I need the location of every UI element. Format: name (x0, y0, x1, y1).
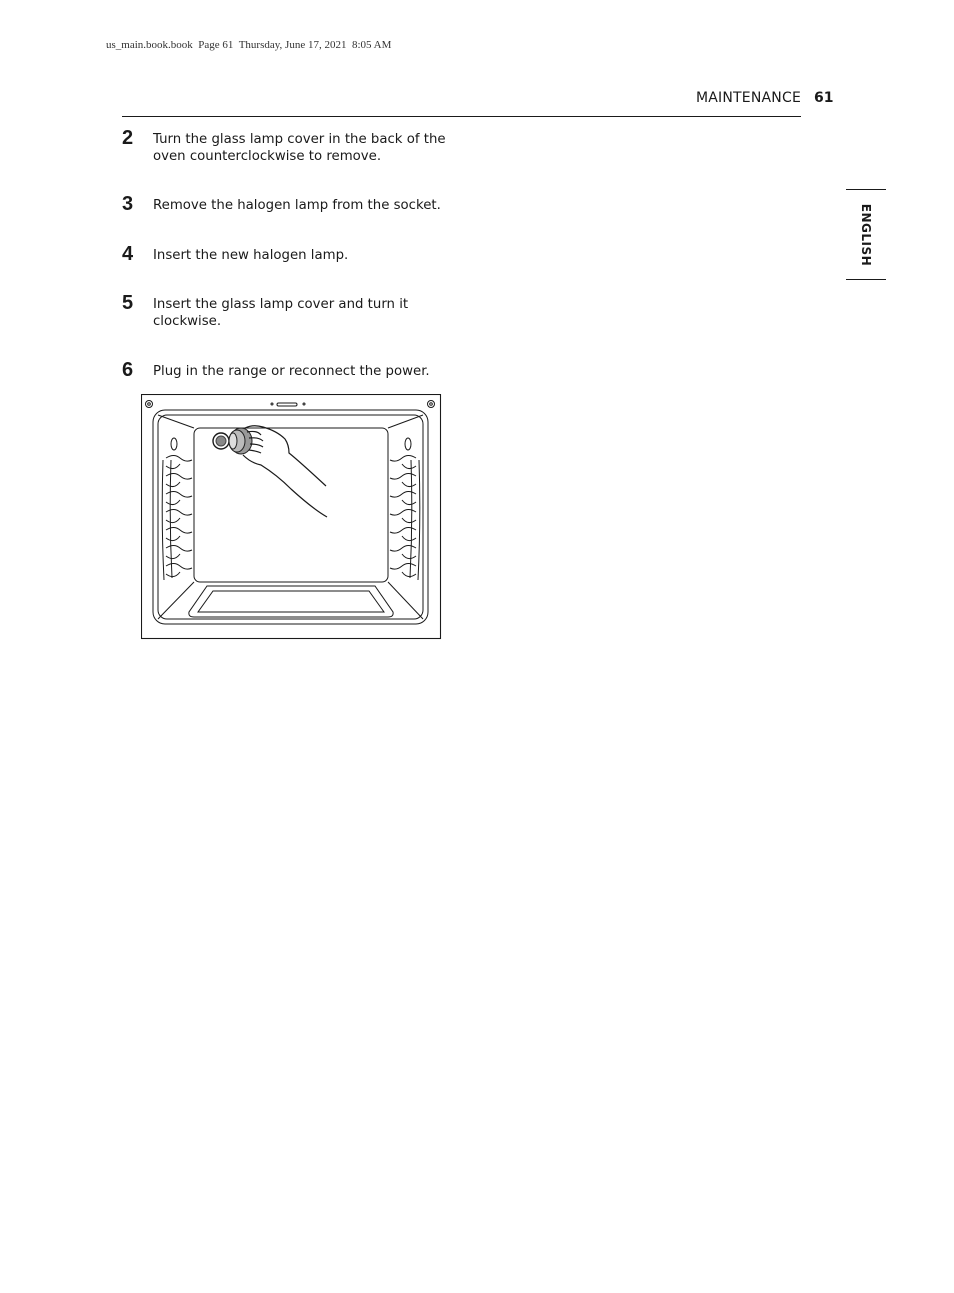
hand-icon (243, 426, 327, 517)
vent-slot (277, 403, 297, 406)
step-text: Plug in the range or reconnect the power. (153, 364, 430, 379)
language-tab (846, 189, 886, 280)
oven-back-wall (194, 428, 388, 582)
screw-icon (428, 401, 435, 408)
step-number: 4 (122, 243, 134, 265)
oven-lamp-illustration (141, 394, 442, 640)
step-text: Insert the new halogen lamp. (153, 248, 349, 263)
step-text: Turn the glass lamp cover in the back of the oven counterclockwise to remove. (153, 132, 446, 164)
page-header (122, 88, 801, 117)
language-label: ENGLISH (859, 203, 873, 266)
oven-frame (142, 395, 441, 639)
step-text: Remove the halogen lamp from the socket. (153, 198, 441, 213)
step-number: 3 (122, 193, 134, 215)
step-number: 5 (122, 292, 134, 314)
step-number: 2 (122, 127, 134, 149)
oven-cavity-inner (158, 415, 423, 619)
step-number: 6 (122, 359, 134, 381)
left-rack-guides (162, 438, 192, 580)
step-text: Insert the glass lamp cover and turn it clockwise. (153, 297, 409, 329)
page-number: 61 (814, 90, 834, 106)
screw-icon (146, 401, 153, 408)
book-print-info: us_main.book.book Page 61 Thursday, June 17, 2021 8:05 AM (106, 39, 392, 51)
section-title: MAINTENANCE (696, 90, 801, 106)
right-rack-guides (390, 438, 420, 580)
